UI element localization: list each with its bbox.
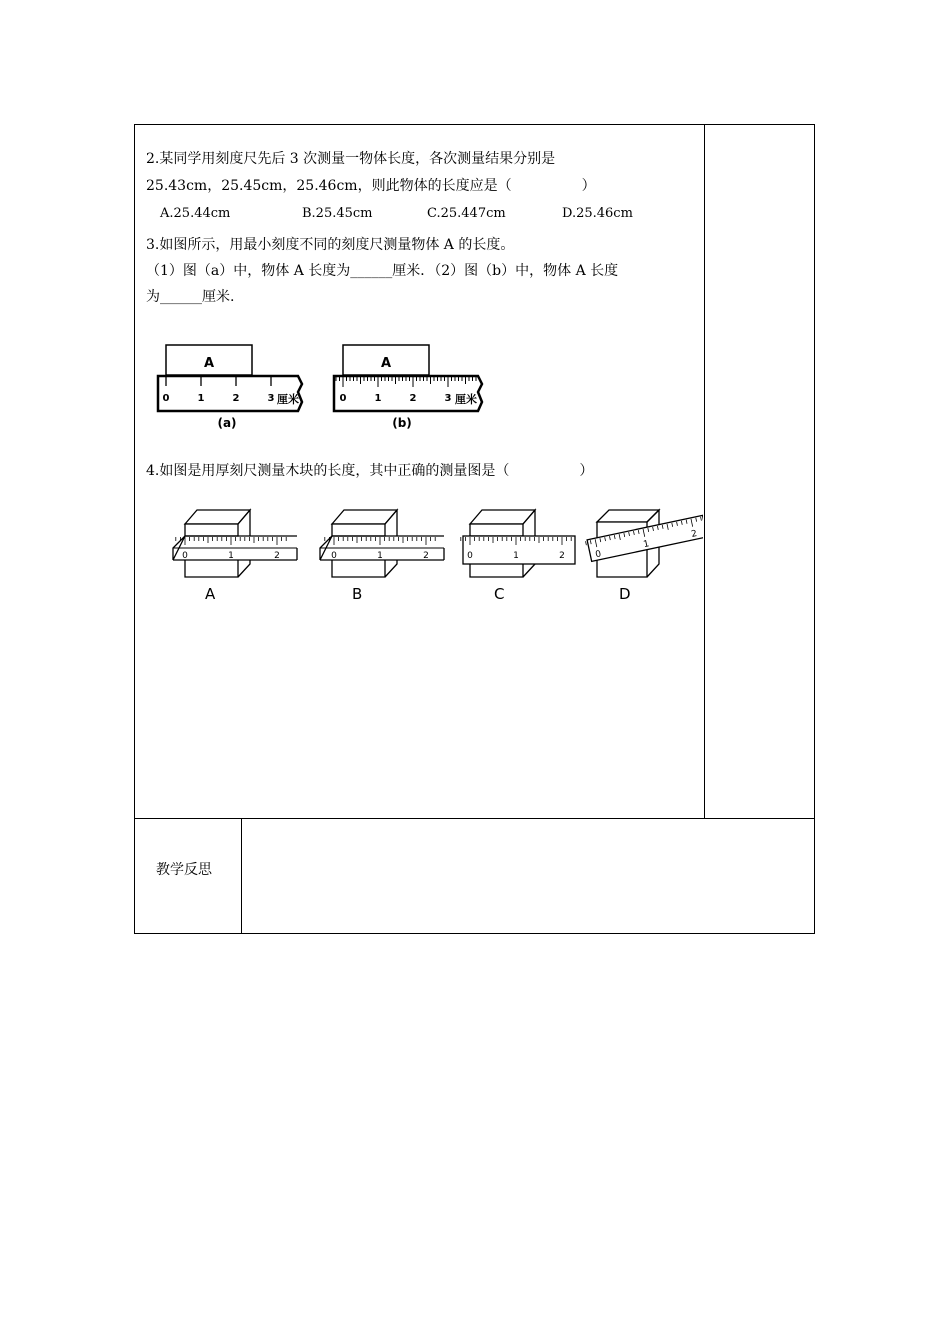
svg-text:1: 1 — [228, 551, 234, 561]
q3-line1: 3.如图所示，用最小刻度不同的刻度尺测量物体 A 的长度。 — [146, 237, 515, 253]
figure-label-d: D — [619, 585, 631, 603]
svg-text:0: 0 — [162, 393, 170, 404]
svg-text:0: 0 — [182, 551, 188, 561]
q2-line2: 25.43cm，25.45cm，25.46cm，则此物体的长度应是（ ） — [146, 178, 596, 194]
figure-label-b: B — [352, 585, 363, 603]
q4-line1: 4.如图是用厚刻尺测量木块的长度，其中正确的测量图是（ ） — [146, 463, 594, 479]
svg-text:3: 3 — [444, 393, 452, 404]
svg-text:3: 3 — [267, 393, 275, 404]
q2-option-c: C.25.447cm — [427, 206, 506, 221]
svg-text:2: 2 — [559, 551, 565, 561]
svg-text:1: 1 — [513, 551, 519, 561]
svg-text:0: 0 — [594, 549, 603, 561]
svg-text:1: 1 — [642, 539, 651, 551]
svg-text:0: 0 — [331, 551, 337, 561]
q2-option-d: D.25.46cm — [562, 206, 633, 221]
ruler-figure-a — [150, 340, 310, 435]
svg-text:0: 0 — [467, 551, 473, 561]
q2-option-a: A.25.44cm — [160, 206, 231, 221]
svg-text:2: 2 — [232, 393, 240, 404]
teaching-reflection-label: 教学反思 — [156, 862, 212, 878]
table-divider-vertical — [704, 124, 705, 818]
q3-line2: （1）图（a）中，物体 A 长度为______厘米．（2）图（b）中，物体 A 长度 — [146, 263, 619, 279]
q3-line3: 为______厘米. — [146, 289, 235, 305]
measure-figure-d — [585, 502, 703, 582]
table-divider-label — [241, 818, 242, 934]
svg-text:2: 2 — [274, 551, 280, 561]
svg-text:2: 2 — [690, 528, 699, 540]
caption-b: (b) — [392, 416, 412, 430]
svg-text:厘米: 厘米 — [455, 393, 477, 406]
measure-figure-c — [455, 502, 585, 582]
ruler-figure-b — [326, 340, 490, 435]
measure-figure-b — [312, 502, 452, 582]
svg-text:1: 1 — [197, 393, 205, 404]
ruler-tick — [586, 541, 587, 545]
measure-figure-a — [165, 502, 305, 582]
figure-label-a: A — [205, 585, 216, 603]
svg-text:厘米: 厘米 — [277, 393, 299, 406]
caption-a: (a) — [217, 416, 237, 430]
q2-line1: 2.某同学用刻度尺先后 3 次测量一物体长度，各次测量结果分别是 — [146, 151, 556, 167]
object-a-label: A — [203, 356, 215, 371]
table-divider-horizontal — [134, 818, 815, 819]
svg-text:0: 0 — [339, 393, 347, 404]
object-b-label: A — [380, 356, 392, 371]
svg-text:2: 2 — [423, 551, 429, 561]
figure-label-c: C — [494, 585, 505, 603]
svg-text:2: 2 — [409, 393, 417, 404]
q2-option-b: B.25.45cm — [302, 206, 373, 221]
svg-text:1: 1 — [377, 551, 383, 561]
svg-text:1: 1 — [374, 393, 382, 404]
